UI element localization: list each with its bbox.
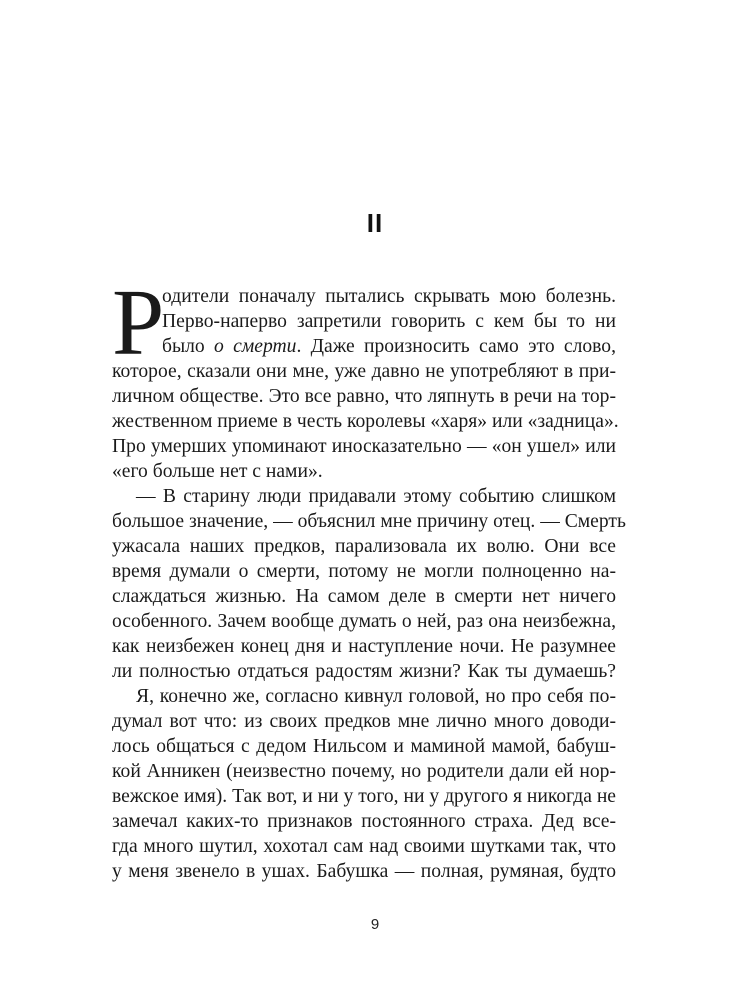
text-line: у меня звенело в ушах. Бабушка — полная, румяная, будто — [112, 861, 616, 882]
text-line: одители поначалу пытались скрывать мою болезнь. — [162, 286, 616, 307]
text-line: «его больше нет с нами». — [112, 461, 323, 482]
drop-cap: Р — [112, 271, 165, 375]
text-line: Про умерших упоминают иносказательно — «он ушел» или — [112, 436, 616, 457]
text-line: думал вот что: из своих предков мне лично много доводи- — [112, 711, 616, 732]
text-line: ужасала наших предков, парализовала их волю. Они все — [112, 536, 616, 557]
italic-phrase: о смерти — [214, 336, 297, 357]
text-line: — В старину люди придавали этому событию слишком — [136, 486, 616, 507]
text-line: личном обществе. Это все равно, что ляпнуть в речи на тор- — [112, 386, 616, 407]
text-line: Я, конечно же, согласно кивнул головой, но про себя по- — [136, 686, 616, 707]
text-line: лось общаться с дедом Нильсом и маминой мамой, бабуш- — [112, 736, 616, 757]
text-line: вежское имя). Так вот, и ни у того, ни у другого я никогда не — [112, 786, 616, 807]
text-line: ли полностью отдаться радостям жизни? Как ты думаешь? — [112, 661, 616, 682]
text-line: которое, сказали они мне, уже давно не употребляют в при- — [112, 361, 616, 382]
text-line: кой Анникен (неизвестно почему, но родители дали ей нор- — [112, 761, 616, 782]
chapter-heading: II — [366, 208, 384, 238]
text-line: жественном приеме в честь королевы «харя» или «задница». — [112, 411, 619, 432]
text-line: гда много шутил, хохотал сам над своими шутками так, что — [112, 836, 616, 857]
text-line: большое значение, — объяснил мне причину отец. — Смерть — [112, 511, 626, 532]
body-text — [112, 271, 626, 884]
text-line: особенного. Зачем вообще думать о ней, раз она неизбежна, — [112, 611, 616, 632]
text-line: время думали о смерти, потому не могли полноценно на- — [112, 561, 616, 582]
page-number: 9 — [370, 916, 380, 933]
text-line: Перво-наперво запретили говорить с кем бы то ни — [162, 311, 616, 332]
text-line: слаждаться жизнью. На самом деле в смерти нет ничего — [112, 586, 616, 607]
text-line-with-italic: было о смерти. Даже произносить само это слово, — [162, 336, 616, 357]
text-line: как неизбежен конец дня и наступление ночи. Не разумнее — [112, 636, 616, 657]
text-line: замечал каких-то признаков постоянного страха. Дед все- — [112, 811, 616, 832]
